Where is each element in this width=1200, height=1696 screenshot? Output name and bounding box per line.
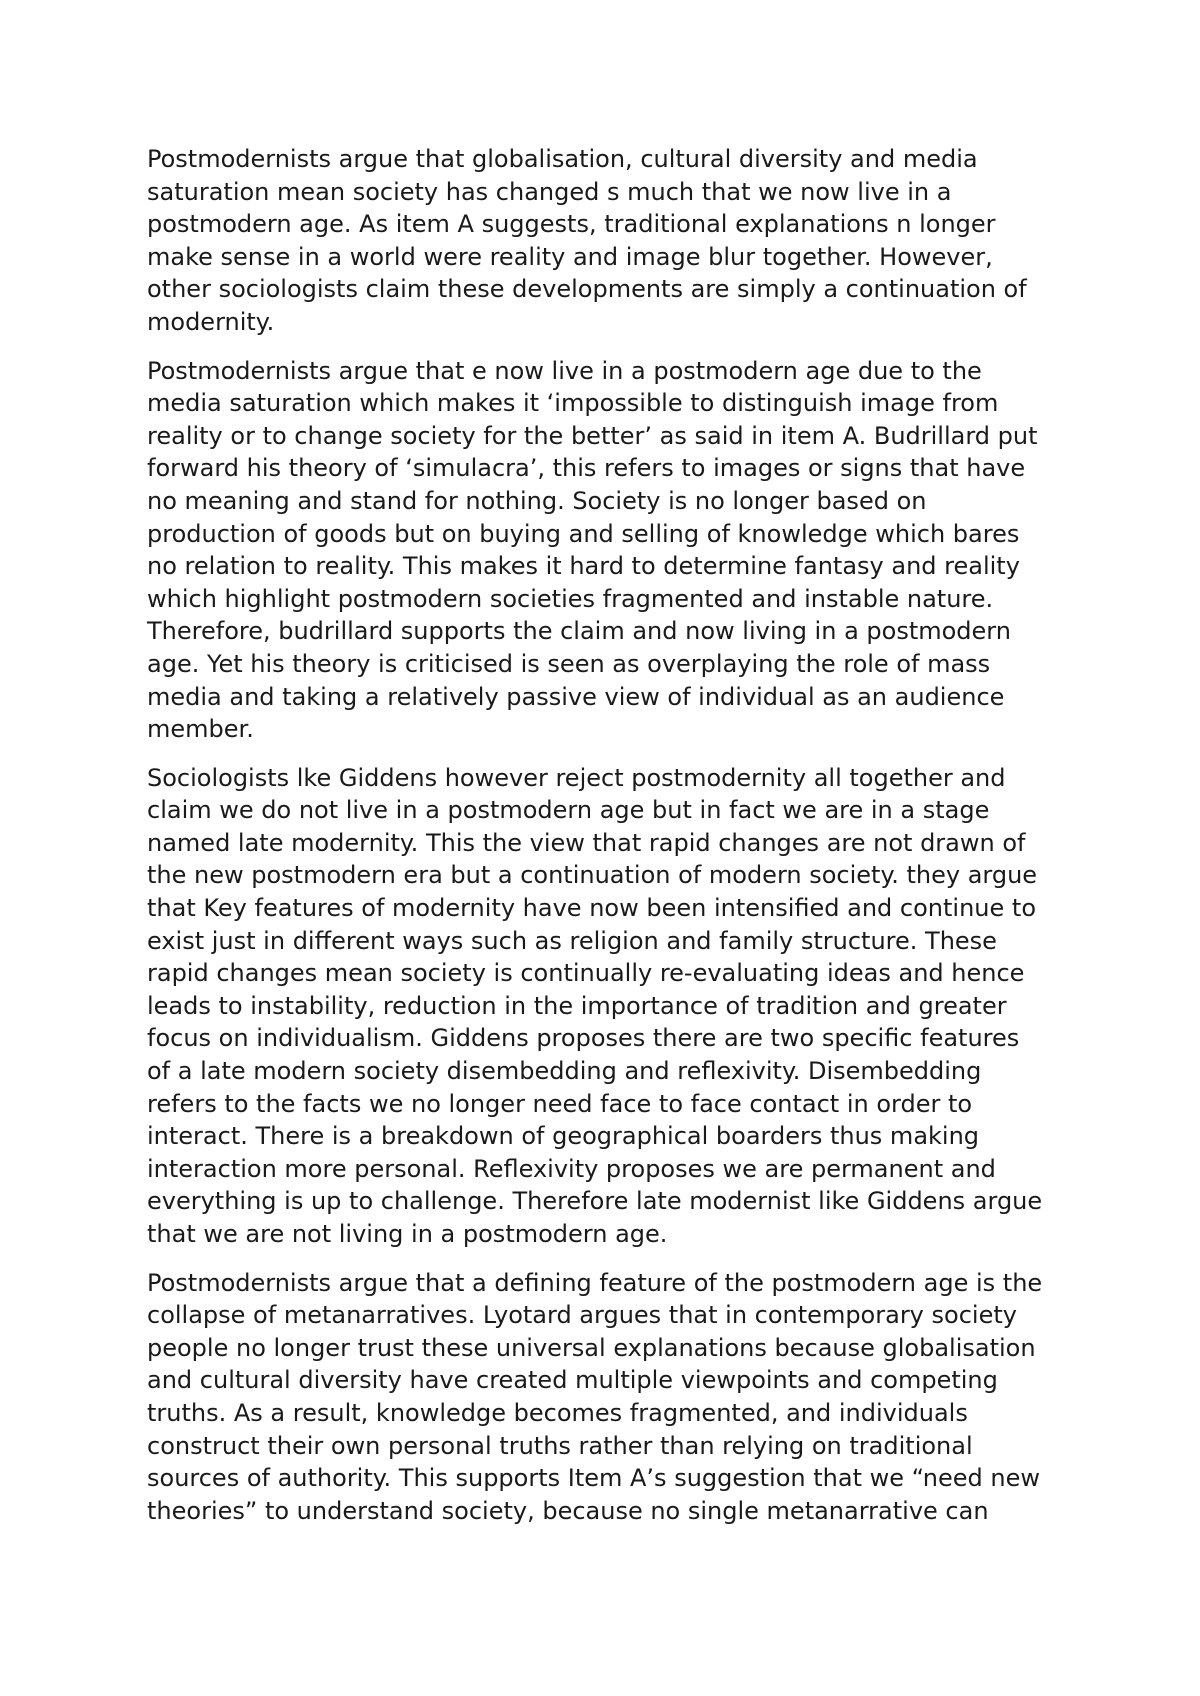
text-line: that we are not living in a postmodern age. bbox=[147, 1220, 668, 1248]
paragraph bbox=[147, 762, 1067, 1251]
text-line: Sociologists lke Giddens however reject postmodernity all together and bbox=[147, 763, 1006, 792]
text-line: Postmodernists argue that e now live in a postmodern age due to the bbox=[147, 356, 982, 385]
text-line: forward his theory of ‘simulacra’, this refers to images or signs that have bbox=[147, 454, 1026, 483]
text-line: production of goods but on buying and selling of knowledge which bares bbox=[147, 519, 1020, 548]
text-line: which highlight postmodern societies fragmented and instable nature. bbox=[147, 584, 994, 613]
text-line: named late modernity. This the view that rapid changes are not drawn of bbox=[147, 828, 1026, 857]
text-line: reality or to change society for the better’ as said in item A. Budrillard put bbox=[147, 421, 1038, 450]
text-line: truths. As a result, knowledge becomes fragmented, and individuals bbox=[147, 1398, 968, 1427]
text-line: Therefore, budrillard supports the claim and now living in a postmodern bbox=[147, 617, 1011, 646]
text-line: rapid changes mean society is continually re-evaluating ideas and hence bbox=[147, 959, 1025, 988]
text-line: that Key features of modernity have now been intensified and continue to bbox=[147, 894, 1036, 923]
text-line: modernity. bbox=[147, 307, 275, 336]
text-line: collapse of metanarratives. Lyotard argues that in contemporary society bbox=[147, 1301, 1017, 1330]
text-line: claim we do not live in a postmodern age but in fact we are in a stage bbox=[147, 796, 990, 825]
text-line: of a late modern society disembedding and reflexivity. Disembedding bbox=[147, 1057, 982, 1086]
document-body bbox=[147, 143, 1067, 1543]
paragraph bbox=[147, 1267, 1067, 1528]
text-line: the new postmodern era but a continuation of modern society. they argue bbox=[147, 861, 1038, 890]
text-line: no relation to reality. This makes it hard to determine fantasy and reality bbox=[147, 552, 1020, 581]
text-line: other sociologists claim these developments are simply a continuation of bbox=[147, 275, 1027, 304]
text-line: leads to instability, reduction in the importance of tradition and greater bbox=[147, 991, 1007, 1020]
text-line: Postmodernists argue that a defining feature of the postmodern age is the bbox=[147, 1268, 1043, 1297]
paragraph bbox=[147, 355, 1067, 746]
text-line: no meaning and stand for nothing. Society is no longer based on bbox=[147, 486, 927, 515]
text-line: and cultural diversity have created multiple viewpoints and competing bbox=[147, 1366, 998, 1395]
text-line: everything is up to challenge. Therefore late modernist like Giddens argue bbox=[147, 1187, 1043, 1216]
text-line: media and taking a relatively passive view of individual as an audience bbox=[147, 682, 1005, 711]
text-line: interact. There is a breakdown of geographical boarders thus making bbox=[147, 1122, 980, 1151]
text-line: make sense in a world were reality and image blur together. However, bbox=[147, 242, 993, 271]
text-line: people no longer trust these universal explanations because globalisation bbox=[147, 1333, 1036, 1362]
text-line: member. bbox=[147, 715, 254, 744]
text-line: interaction more personal. Reflexivity proposes we are permanent and bbox=[147, 1154, 996, 1183]
text-line: media saturation which makes it ‘impossible to distinguish image from bbox=[147, 389, 999, 418]
paragraph bbox=[147, 143, 1067, 339]
text-line: saturation mean society has changed s much that we now live in a bbox=[147, 177, 952, 206]
text-line: sources of authority. This supports Item A’s suggestion that we “need new bbox=[147, 1464, 1040, 1493]
text-line: construct their own personal truths rather than relying on traditional bbox=[147, 1431, 973, 1460]
text-line: refers to the facts we no longer need face to face contact in order to bbox=[147, 1089, 973, 1118]
text-line: age. Yet his theory is criticised is seen as overplaying the role of mass bbox=[147, 649, 991, 678]
text-line: theories” to understand society, because no single metanarrative can bbox=[147, 1496, 989, 1525]
text-line: exist just in different ways such as religion and family structure. These bbox=[147, 926, 997, 955]
text-line: Postmodernists argue that globalisation, cultural diversity and media bbox=[147, 145, 978, 173]
text-line: focus on individualism. Giddens proposes there are two specific features bbox=[147, 1024, 1020, 1053]
text-line: postmodern age. As item A suggests, traditional explanations n longer bbox=[147, 210, 996, 239]
